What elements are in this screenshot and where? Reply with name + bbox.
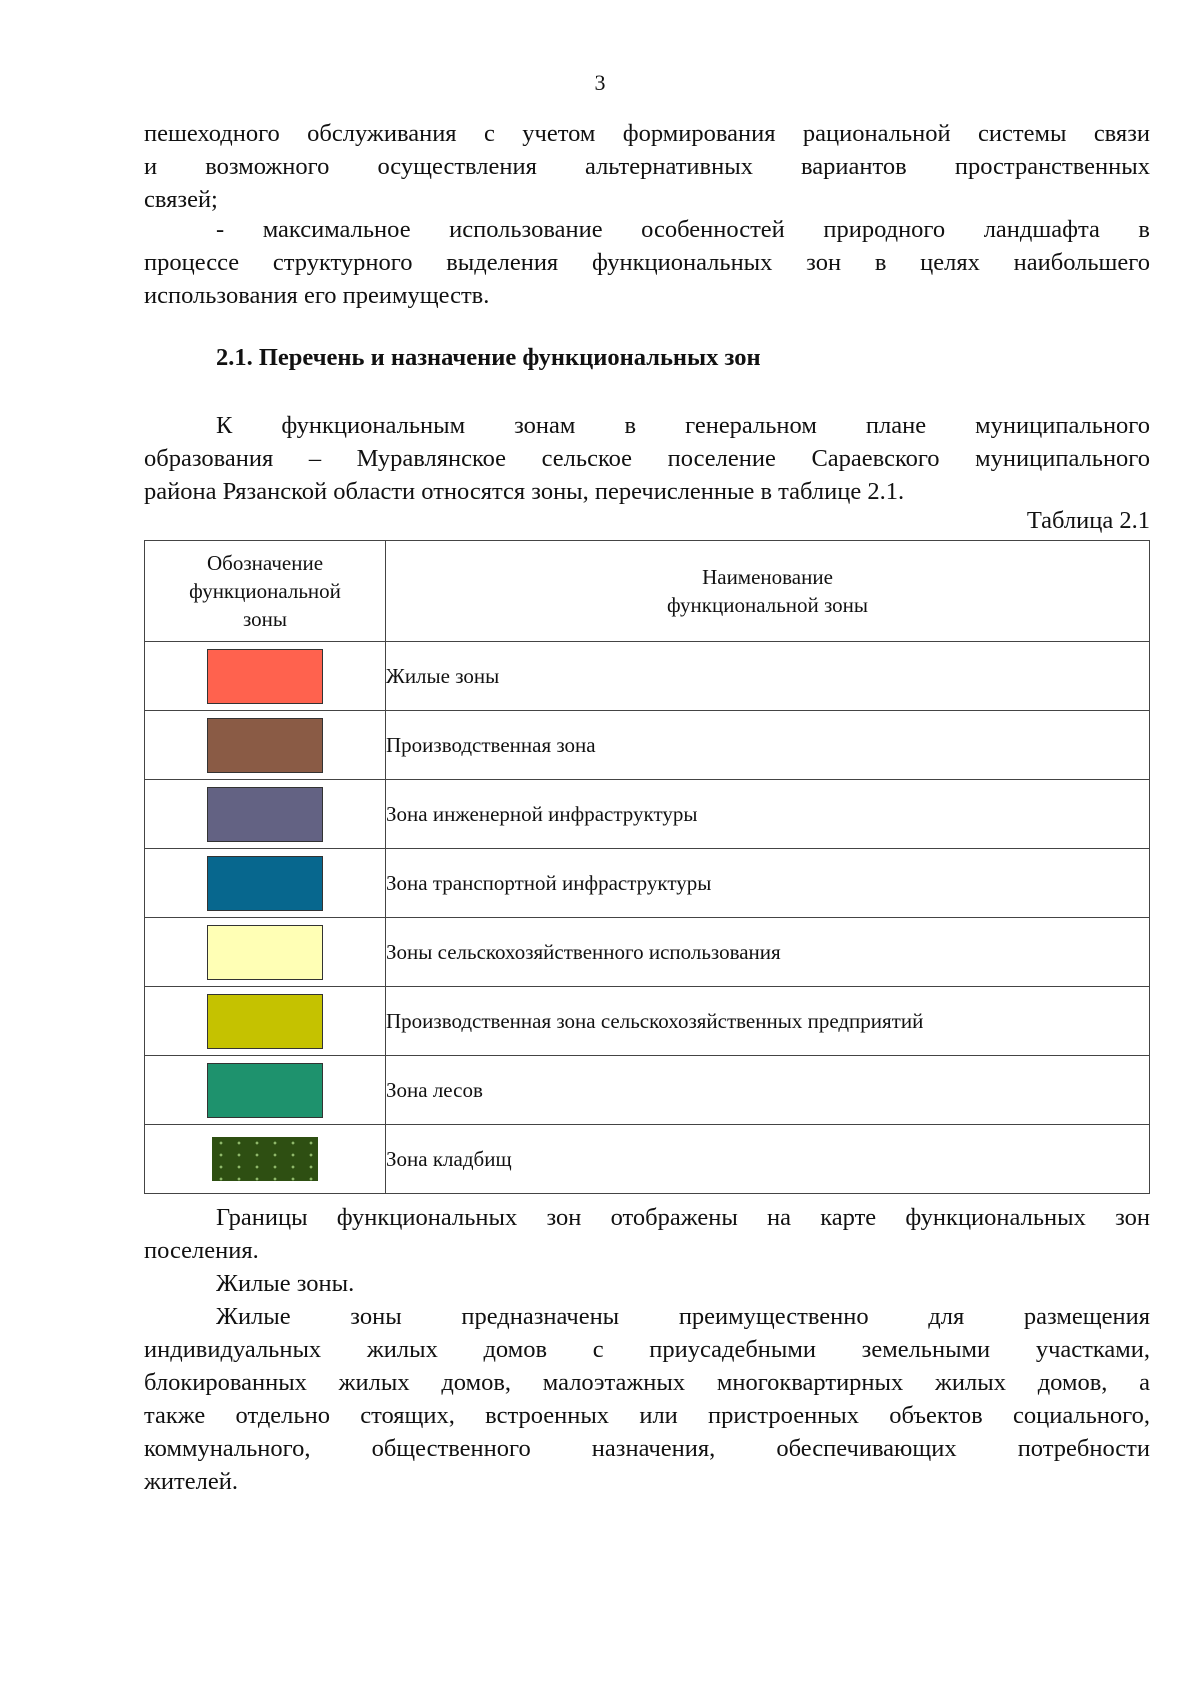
intro-paragraph-1 bbox=[144, 117, 1150, 216]
zone-color-swatch bbox=[207, 718, 323, 773]
text-line: - максимальное использование особенностей природного ландшафта в bbox=[216, 216, 1150, 243]
text-line: использования его преимуществ. bbox=[144, 282, 490, 309]
residential-paragraph bbox=[144, 1300, 1150, 1498]
text-line: жителей. bbox=[144, 1468, 238, 1495]
swatch-cell bbox=[145, 1056, 386, 1125]
table-row bbox=[145, 780, 1150, 849]
zone-color-swatch bbox=[207, 787, 323, 842]
table-caption: Таблица 2.1 bbox=[1026, 507, 1150, 534]
table-row bbox=[145, 642, 1150, 711]
zone-color-swatch bbox=[207, 994, 323, 1049]
functional-zones-table bbox=[144, 540, 1150, 1194]
text-line: также отдельно стоящих, встроенных или пристроенных объектов социального, bbox=[144, 1402, 1150, 1429]
after-table-paragraph bbox=[144, 1201, 1150, 1267]
table-row bbox=[145, 711, 1150, 780]
zone-name: Производственная зона bbox=[386, 711, 1150, 780]
text-line: процессе структурного выделения функциональных зон в целях наибольшего bbox=[144, 249, 1150, 276]
text-line: Границы функциональных зон отображены на карте функциональных зон bbox=[216, 1204, 1150, 1231]
text-line: К функциональным зонам в генеральном плане муниципального bbox=[216, 412, 1150, 439]
zone-name: Зона кладбищ bbox=[386, 1125, 1150, 1194]
zone-color-swatch bbox=[207, 925, 323, 980]
zone-name: Зона инженерной инфраструктуры bbox=[386, 780, 1150, 849]
text-line: индивидуальных жилых домов с приусадебными земельными участками, bbox=[144, 1336, 1150, 1363]
table-row bbox=[145, 1125, 1150, 1194]
table-row bbox=[145, 918, 1150, 987]
page-number: 3 bbox=[594, 70, 606, 95]
text-line: поселения. bbox=[144, 1237, 259, 1264]
text-line: связей; bbox=[144, 186, 218, 213]
header-text-line: функциональной зоны bbox=[666, 593, 869, 617]
intro-paragraph-2 bbox=[144, 213, 1150, 312]
section-heading: 2.1. Перечень и назначение функциональных зон bbox=[216, 344, 761, 371]
swatch-cell bbox=[145, 1125, 386, 1194]
lead-paragraph bbox=[144, 409, 1150, 508]
table-row bbox=[145, 987, 1150, 1056]
zone-color-swatch bbox=[212, 1137, 318, 1181]
table-row bbox=[145, 1056, 1150, 1125]
zone-name: Зоны сельскохозяйственного использования bbox=[386, 918, 1150, 987]
header-symbol bbox=[145, 541, 386, 642]
table-row bbox=[145, 849, 1150, 918]
text-line: района Рязанской области относятся зоны, перечисленные в таблице 2.1. bbox=[144, 478, 905, 505]
zone-name: Зона транспортной инфраструктуры bbox=[386, 849, 1150, 918]
header-text-line: функциональной bbox=[189, 579, 341, 603]
text-line: Жилые зоны. bbox=[216, 1270, 355, 1297]
text-line: и возможного осуществления альтернативных вариантов пространственных bbox=[144, 153, 1150, 180]
swatch-cell bbox=[145, 711, 386, 780]
zone-color-swatch bbox=[207, 1063, 323, 1118]
text-line: коммунального, общественного назначения, обеспечивающих потребности bbox=[144, 1435, 1150, 1462]
header-text-line: Обозначение bbox=[206, 551, 324, 575]
swatch-cell bbox=[145, 780, 386, 849]
text-line: пешеходного обслуживания с учетом формирования рациональной системы связи bbox=[144, 120, 1150, 147]
residential-heading bbox=[144, 1267, 1150, 1300]
swatch-cell bbox=[145, 642, 386, 711]
zone-color-swatch bbox=[207, 856, 323, 911]
zone-name: Производственная зона сельскохозяйственных предприятий bbox=[386, 987, 1150, 1056]
zone-name: Зона лесов bbox=[386, 1056, 1150, 1125]
text-line: образования – Муравлянское сельское поселение Сараевского муниципального bbox=[144, 445, 1150, 472]
table-header-row bbox=[145, 541, 1150, 642]
zone-color-swatch bbox=[207, 649, 323, 704]
header-text-line: зоны bbox=[242, 607, 288, 631]
swatch-cell bbox=[145, 849, 386, 918]
zone-name: Жилые зоны bbox=[386, 642, 1150, 711]
swatch-cell bbox=[145, 918, 386, 987]
swatch-cell bbox=[145, 987, 386, 1056]
text-line: блокированных жилых домов, малоэтажных многоквартирных жилых домов, а bbox=[144, 1369, 1150, 1396]
header-name bbox=[386, 541, 1150, 642]
text-line: Жилые зоны предназначены преимущественно для размещения bbox=[216, 1303, 1150, 1330]
header-text-line: Наименование bbox=[702, 565, 833, 589]
